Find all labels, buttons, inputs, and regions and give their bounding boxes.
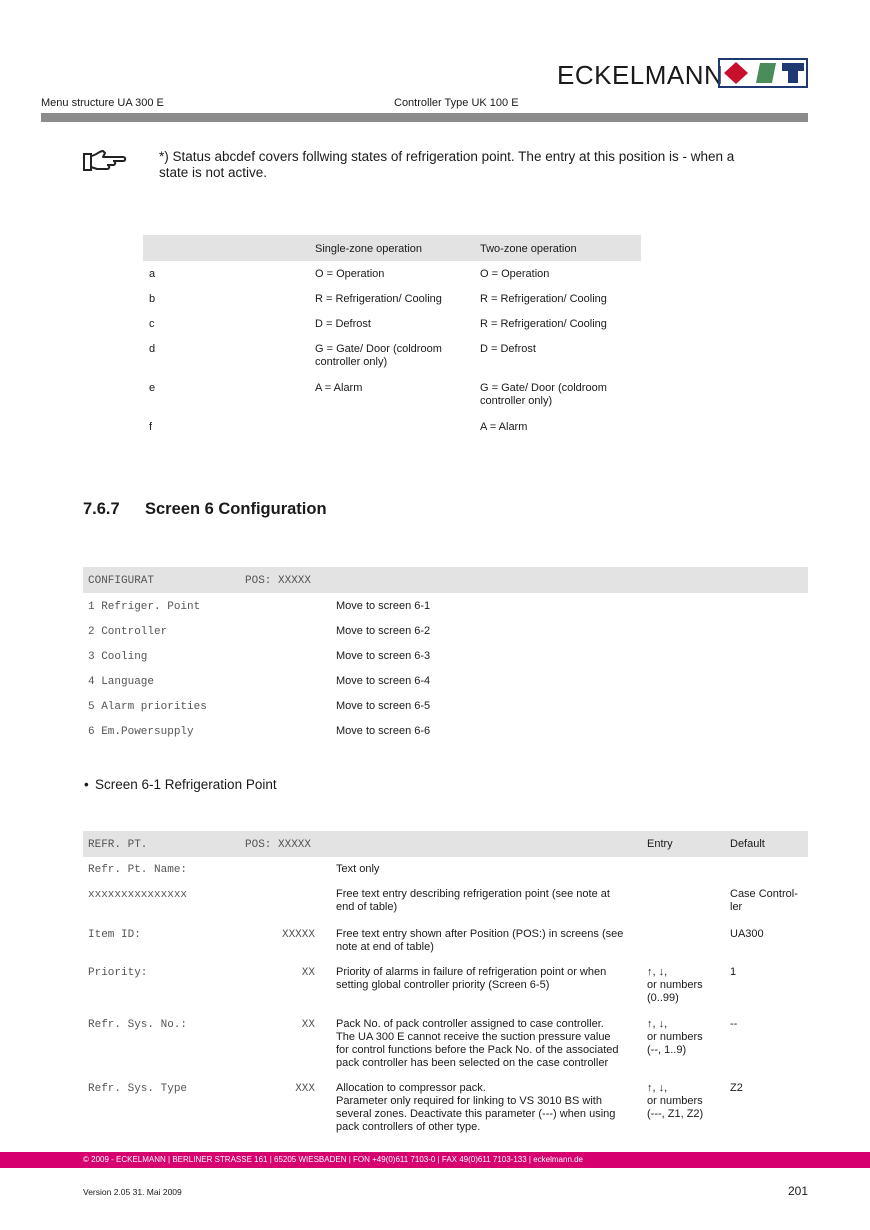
refr-value-sys-type: XXX (295, 1083, 315, 1095)
refr-header-label: REFR. PT. (88, 839, 148, 851)
page-number: 201 (787, 1184, 808, 1198)
status-two-a: O = Operation (480, 268, 550, 280)
config-item-5: 5 Alarm priorities (88, 701, 207, 713)
refr-label-sys-no: Refr. Sys. No.: (88, 1019, 188, 1031)
refr-desc-freetext: Free text entry describing refrigeration point (see note at end of table) (336, 888, 610, 913)
brand-logo-mark (718, 58, 808, 88)
status-single-c: D = Defrost (315, 318, 371, 330)
config-item-1: 1 Refriger. Point (88, 601, 201, 613)
config-item-4: 4 Language (88, 676, 155, 688)
refr-label-priority: Priority: (88, 967, 148, 979)
status-two-c: R = Refrigeration/ Cooling (480, 318, 607, 330)
refr-header-default: Default (730, 838, 765, 850)
status-header-two: Two-zone operation (480, 243, 577, 255)
bullet-dot: • (84, 777, 89, 792)
refr-value-item-id: XXXXX (281, 929, 315, 941)
status-key-f: f (149, 421, 153, 433)
status-header-single: Single-zone operation (315, 243, 423, 255)
status-two-f: A = Alarm (480, 421, 528, 433)
refr-value-priority: XX (301, 967, 315, 979)
refr-desc-name: Text only (336, 863, 380, 875)
refr-desc-priority: Priority of alarms in failure of refrigeration point or when setting global controller priority (Screen 6-5) (336, 966, 607, 991)
refr-default-sys-no: -- (730, 1018, 738, 1030)
section-title: Screen 6 Configuration (145, 500, 327, 518)
config-action-2: Move to screen 6-2 (336, 625, 431, 637)
status-key-c: c (149, 318, 155, 330)
status-single-d: G = Gate/ Door (coldroom controller only) (315, 343, 442, 368)
refr-default-item-id: UA300 (730, 928, 764, 940)
note-line-1: *) Status abcdef covers follwing states of refrigeration point. The entry at this position is - when a (159, 149, 735, 164)
status-two-e: G = Gate/ Door (coldroom controller only) (480, 382, 607, 407)
refr-desc-sys-type: Allocation to compressor pack. Parameter only required for linking to VS 3010 BS with several zones. Deactivate this parameter (---) when using pack controllers of other type. (336, 1082, 616, 1133)
status-two-d: D = Defrost (480, 343, 536, 355)
refr-entry-sys-type: ↑, ↓, or numbers (---, Z1, Z2) (647, 1082, 704, 1120)
config-action-5: Move to screen 6-5 (336, 700, 431, 712)
refr-header-pos: POS: XXXXX (245, 839, 312, 851)
config-item-6: 6 Em.Powersupply (88, 726, 194, 738)
status-key-d: d (149, 343, 156, 355)
status-key-e: e (149, 382, 156, 394)
refr-entry-priority: ↑, ↓, or numbers (0..99) (647, 966, 703, 1004)
refr-table-header (83, 831, 808, 857)
config-header-pos: POS: XXXXX (245, 575, 312, 587)
status-two-b: R = Refrigeration/ Cooling (480, 293, 607, 305)
config-item-2: 2 Controller (88, 626, 168, 638)
config-action-4: Move to screen 6-4 (336, 675, 431, 687)
status-single-b: R = Refrigeration/ Cooling (315, 293, 442, 305)
config-action-1: Move to screen 6-1 (336, 600, 431, 612)
refr-desc-item-id: Free text entry shown after Position (POS:) in screens (see note at end of table) (336, 928, 624, 953)
refr-label-freetext: xxxxxxxxxxxxxxx (88, 889, 188, 901)
refr-label-name: Refr. Pt. Name: (88, 864, 188, 876)
refr-default-sys-type: Z2 (730, 1082, 743, 1094)
footer-band-text: © 2009 - ECKELMANN | BERLINER STRASSE 161 | 65205 WIESBADEN | FON +49(0)611 7103-0 | FAX 49(0)611 7103-133 | eckelmann.de (83, 1155, 584, 1164)
status-single-a: O = Operation (315, 268, 385, 280)
config-action-3: Move to screen 6-3 (336, 650, 431, 662)
refr-header-entry: Entry (647, 838, 673, 850)
footer-version: Version 2.05 31. Mai 2009 (83, 1187, 182, 1197)
refr-value-sys-no: XX (301, 1019, 315, 1031)
status-key-a: a (149, 268, 156, 280)
config-item-3: 3 Cooling (88, 651, 148, 663)
status-single-e: A = Alarm (315, 382, 363, 394)
section-number: 7.6.7 (83, 500, 120, 518)
header-rule (41, 113, 808, 122)
refr-default-priority: 1 (730, 966, 737, 978)
config-table-header (83, 567, 808, 593)
status-key-b: b (149, 293, 156, 305)
refr-default-freetext: Case Control- ler (730, 888, 798, 913)
note-line-2: state is not active. (159, 165, 268, 180)
header-center-title: Controller Type UK 100 E (394, 97, 519, 109)
refr-entry-sys-no: ↑, ↓, or numbers (--, 1..9) (647, 1018, 703, 1056)
config-header-label: CONFIGURAT (88, 575, 155, 587)
refr-label-item-id: Item ID: (88, 929, 141, 941)
refr-desc-sys-no: Pack No. of pack controller assigned to case controller. The UA 300 E cannot receive the suction pressure value for control functions before the Pack No. of the associated pack controller has been selected on the case controller (336, 1018, 619, 1069)
note-text (159, 149, 734, 181)
header-left-title: Menu structure UA 300 E (41, 97, 164, 109)
pointing-hand-icon (83, 148, 127, 174)
config-action-6: Move to screen 6-6 (336, 725, 431, 737)
brand-logo-text: ECKELMANN (557, 60, 724, 90)
refr-label-sys-type: Refr. Sys. Type (88, 1083, 188, 1095)
bullet-screen-6-1: Screen 6-1 Refrigeration Point (95, 777, 277, 792)
